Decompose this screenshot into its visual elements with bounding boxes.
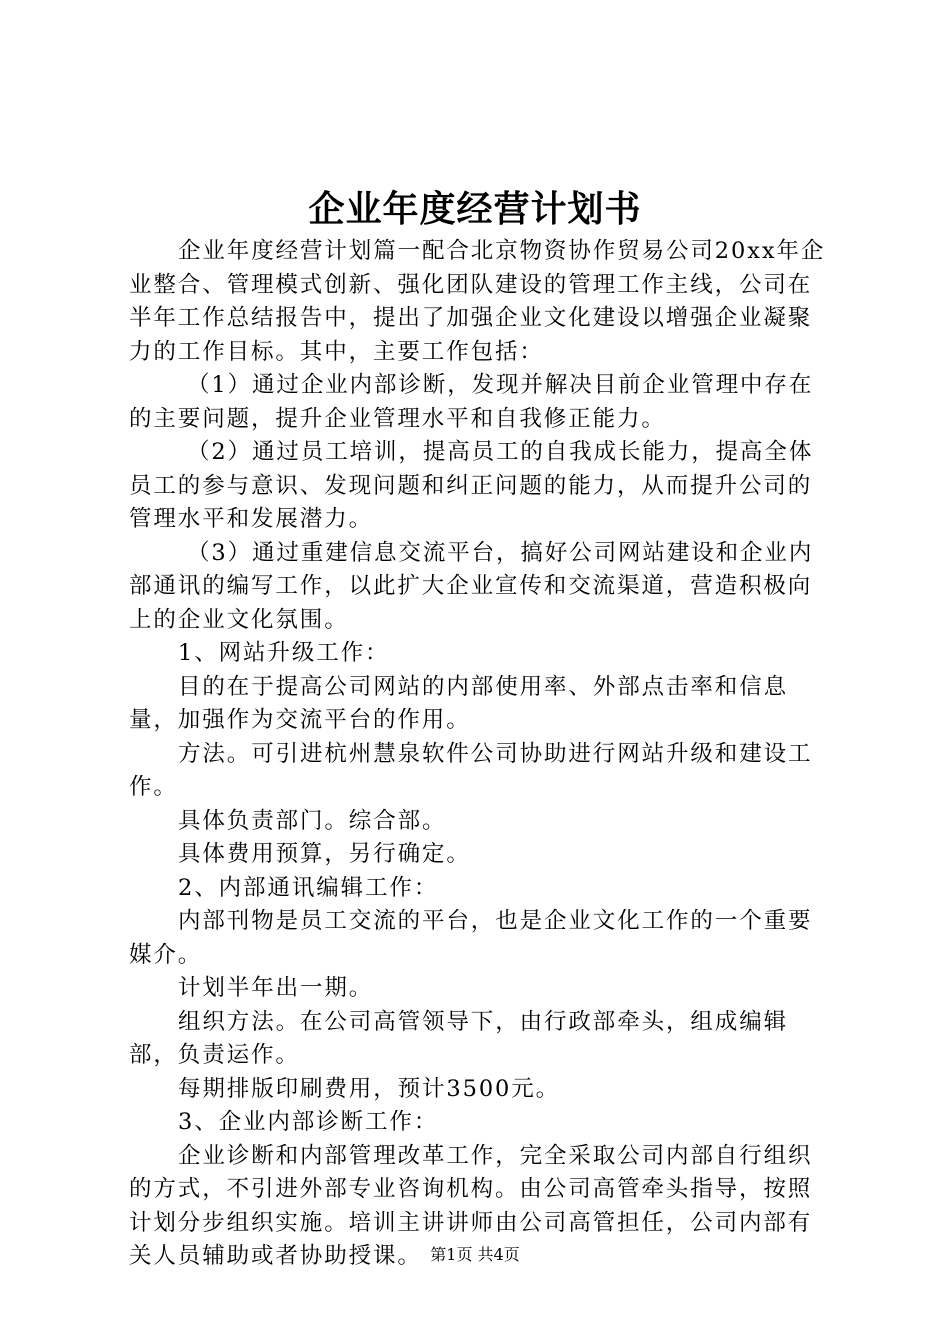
paragraph-newsletter-cost: 每期排版印刷费用，预计3500元。: [178, 1075, 561, 1102]
paragraph-item-3: （3）通过重建信息交流平台，搞好公司网站建设和企业内部通讯的编写工作，以此扩大企业宣传和交流渠道，营造积极向上的企业文化氛围。: [129, 539, 814, 633]
section-heading-website: 1、网站升级工作：: [178, 640, 390, 666]
paragraph-intro: 企业年度经营计划篇一配合北京物资协作贸易公司20xx年企业整合、管理模式创新、强化团队建设的管理工作主线，公司在半年工作总结报告中，提出了加强企业文化建设以增强企业凝聚力的工作目标。其中，主要工作包括：: [129, 238, 826, 365]
paragraph-item-1: （1）通过企业内部诊断，发现并解决目前企业管理中存在的主要问题，提升企业管理水平和自我修正能力。: [129, 372, 814, 432]
paragraph-item-2: （2）通过员工培训，提高员工的自我成长能力，提高全体员工的参与意识、发现问题和纠正问题的能力，从而提升公司的管理水平和发展潜力。: [129, 439, 814, 532]
page-number-footer: 第1页 共4页: [430, 1245, 520, 1264]
paragraph-newsletter-intro: 内部刊物是员工交流的平台，也是企业文化工作的一个重要媒介。: [129, 908, 813, 968]
document-body: [129, 235, 830, 1274]
paragraph-newsletter-method: 组织方法。在公司高管领导下，由行政部牵头，组成编辑部，负责运作。: [129, 1008, 789, 1068]
paragraph-website-department: 具体负责部门。综合部。: [178, 807, 447, 834]
section-heading-newsletter: 2、内部通讯编辑工作：: [178, 874, 439, 901]
paragraph-website-purpose: 目的在于提高公司网站的内部使用率、外部点击率和信息量，加强作为交流平台的作用。: [129, 673, 789, 733]
paragraph-newsletter-frequency: 计划半年出一期。: [178, 975, 374, 1001]
paragraph-website-method: 方法。可引进杭州慧泉软件公司协助进行网站升级和建设工作。: [129, 740, 813, 800]
paragraph-website-budget: 具体费用预算，另行确定。: [178, 841, 471, 867]
paragraph-diagnosis-detail: 企业诊断和内部管理改革工作，完全采取公司内部自行组织的方式，不引进外部专业咨询机构。由公司高管牵头指导，按照计划分步组织实施。培训主讲讲师由公司高管担任，公司内部有关人员辅助或者协助授课。: [129, 1142, 813, 1269]
document-title: 企业年度经营计划书: [308, 188, 642, 230]
section-heading-diagnosis: 3、企业内部诊断工作：: [178, 1109, 439, 1135]
